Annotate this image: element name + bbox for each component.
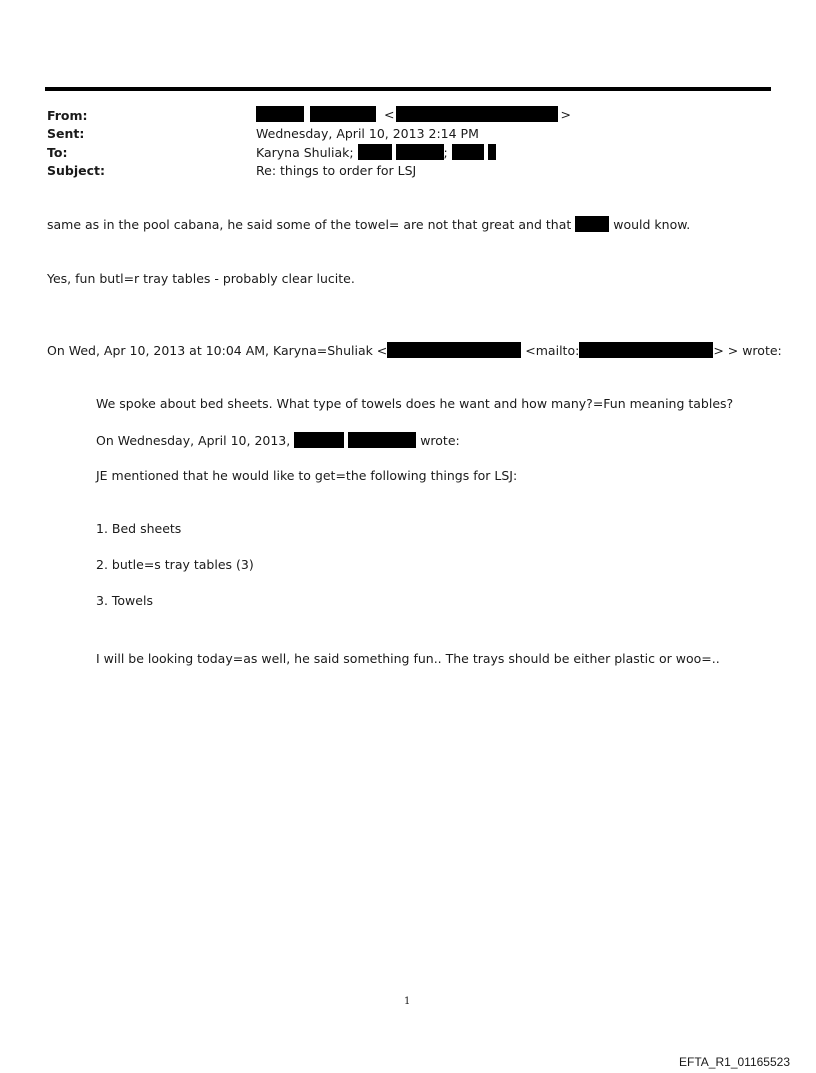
document-id: EFTA_R1_01165523 bbox=[679, 1055, 790, 1069]
body-line-1-end: would know. bbox=[613, 217, 691, 232]
to-value bbox=[256, 144, 496, 160]
redaction-block bbox=[396, 144, 444, 160]
quote-header-end: > > wrote: bbox=[713, 343, 782, 358]
redaction-block bbox=[396, 106, 558, 122]
body-line-1 bbox=[47, 216, 690, 232]
redaction-block bbox=[294, 432, 344, 448]
subject-label: Subject: bbox=[47, 163, 105, 178]
redaction-block bbox=[310, 106, 376, 122]
reply-line-1: We spoke about bed sheets. What type of towels does he want and how many?=Fun meaning tables? bbox=[96, 396, 734, 411]
to-label: To: bbox=[47, 145, 68, 160]
reply-line-2 bbox=[96, 432, 460, 448]
sent-value: Wednesday, April 10, 2013 2:14 PM bbox=[256, 126, 479, 141]
from-value bbox=[256, 106, 571, 122]
redaction-block bbox=[575, 216, 609, 232]
reply-line-2-text: On Wednesday, April 10, 2013, bbox=[96, 433, 291, 448]
redaction-block bbox=[358, 144, 392, 160]
to-recipient: Karyna Shuliak; bbox=[256, 145, 354, 160]
quote-header bbox=[47, 342, 782, 358]
redaction-block bbox=[348, 432, 416, 448]
subject-value: Re: things to order for LSJ bbox=[256, 163, 417, 178]
header-rule bbox=[45, 87, 771, 91]
from-close-bracket: > bbox=[560, 107, 571, 122]
page-number: 1 bbox=[404, 996, 411, 1007]
redaction-block bbox=[452, 144, 484, 160]
redaction-block bbox=[579, 342, 713, 358]
quote-mailto: <mailto: bbox=[525, 343, 580, 358]
sent-label: Sent: bbox=[47, 126, 85, 141]
reply-line-4: I will be looking today=as well, he said something fun.. The trays should be either plastic or woo=.. bbox=[96, 651, 720, 666]
from-open-bracket: < bbox=[383, 107, 395, 122]
body-line-1-text: same as in the pool cabana, he said some of the towel= are not that great and that bbox=[47, 217, 572, 232]
reply-line-3: JE mentioned that he would like to get=the following things for LSJ: bbox=[96, 468, 518, 483]
list-item: 2. butle=s tray tables (3) bbox=[96, 557, 254, 572]
to-separator: ; bbox=[443, 145, 448, 160]
redaction-block bbox=[387, 342, 521, 358]
list-item: 3. Towels bbox=[96, 593, 153, 608]
quote-header-text: On Wed, Apr 10, 2013 at 10:04 AM, Karyna=Shuliak < bbox=[47, 343, 388, 358]
list-item: 1. Bed sheets bbox=[96, 521, 182, 536]
reply-line-2-end: wrote: bbox=[420, 433, 460, 448]
redaction-block bbox=[488, 144, 496, 160]
body-line-2: Yes, fun butl=r tray tables - probably clear lucite. bbox=[47, 271, 355, 286]
from-label: From: bbox=[47, 108, 88, 123]
redaction-block bbox=[256, 106, 304, 122]
